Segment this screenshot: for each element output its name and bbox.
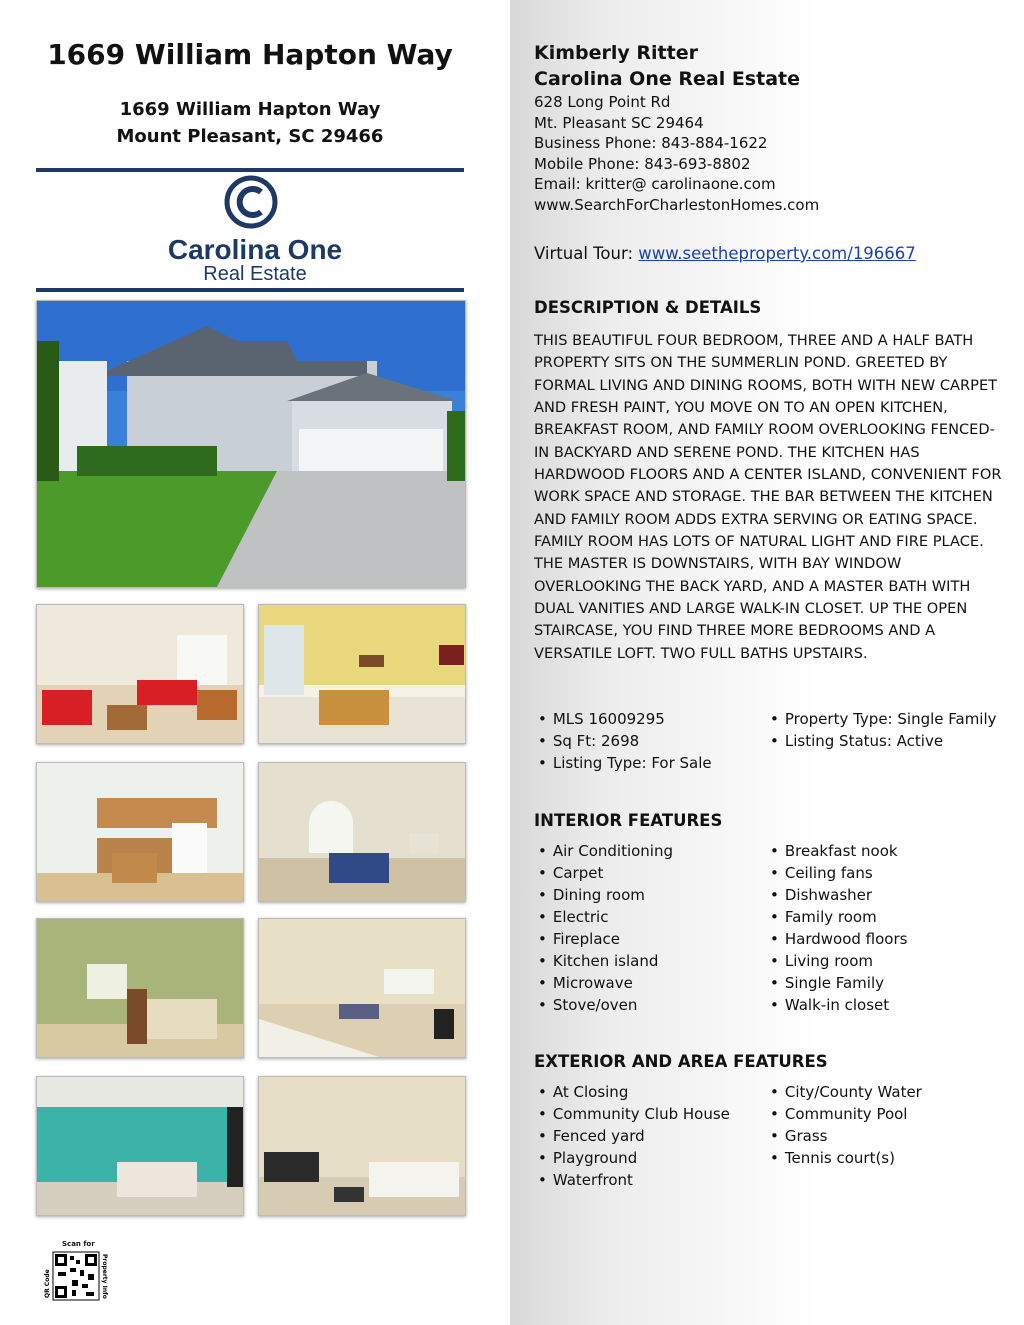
- qr-caption-top: Scan for: [62, 1240, 95, 1248]
- feature-item: • Stove/oven: [538, 994, 673, 1016]
- details-list-2: [770, 708, 997, 752]
- interior-heading: INTERIOR FEATURES: [534, 811, 723, 830]
- exterior-heading: EXTERIOR AND AREA FEATURES: [534, 1052, 828, 1071]
- feature-item: • Carpet: [538, 862, 673, 884]
- divider-top: [36, 168, 464, 172]
- agent-name: Kimberly Ritter: [534, 42, 698, 64]
- description-heading: DESCRIPTION & DETAILS: [534, 298, 762, 317]
- loft-photo: [258, 918, 466, 1058]
- bedroom-photo: [36, 1076, 244, 1216]
- feature-item: • Ceiling fans: [770, 862, 907, 884]
- left-column: [0, 0, 510, 1325]
- agent-info: [534, 40, 819, 216]
- feature-item: • City/County Water: [770, 1081, 922, 1103]
- exterior-list-2: [770, 1081, 922, 1169]
- feature-item: • Sq Ft: 2698: [538, 730, 712, 752]
- feature-item: • Breakfast nook: [770, 840, 907, 862]
- feature-item: • Kitchen island: [538, 950, 673, 972]
- feature-item: • Playground: [538, 1147, 730, 1169]
- feature-item: • Community Pool: [770, 1103, 922, 1125]
- feature-item: • Dishwasher: [770, 884, 907, 906]
- agent-mobile-phone: Mobile Phone: 843-693-8802: [534, 154, 751, 173]
- divider-bottom: [36, 288, 464, 292]
- qr-caption-left: QR Code: [44, 1269, 51, 1298]
- bonus-room-photo: [258, 1076, 466, 1216]
- description-text: THIS BEAUTIFUL FOUR BEDROOM, THREE AND A HALF BATH PROPERTY SITS ON THE SUMMERLIN POND. GREETED BY FORMAL LIVING AND DINING ROOMS, BOTH WITH NEW CARPET AND FRESH PAINT, YOU MOVE ON TO AN OPEN KITCHEN, BREAKFAST ROOM, AND FAMILY ROOM OVERLOOKING FENCED-IN BACKYARD AND SERENE POND. THE KITCHEN HAS HARDWOOD FLOORS AND A CENTER ISLAND, CONVENIENT FOR WORK SPACE AND STORAGE. THE BAR BETWEEN THE KITCHEN AND FAMILY ROOM ADDS EXTRA SERVING OR EATING SPACE. FAMILY ROOM HAS LOTS OF NATURAL LIGHT AND FIRE PLACE. THE MASTER IS DOWNSTAIRS, WITH BAY WINDOW OVERLOOKING THE BACK YARD, AND A MASTER BATH WITH DUAL VANITIES AND LARGE WALK-IN CLOSET. UP THE OPEN STAIRCASE, YOU FIND THREE MORE BEDROOMS AND A VERSATILE LOFT. TWO FULL BATHS UPSTAIRS.: [534, 332, 1002, 662]
- qr-caption-right: Property Info: [101, 1254, 108, 1299]
- feature-item: • At Closing: [538, 1081, 730, 1103]
- interior-list-1: [538, 840, 673, 1016]
- feature-item: • Community Club House: [538, 1103, 730, 1125]
- feature-item: • Air Conditioning: [538, 840, 673, 862]
- living-room-photo: [36, 604, 244, 744]
- logo-line1: Carolina One: [167, 234, 343, 265]
- agent-street: 628 Long Point Rd: [534, 93, 671, 111]
- feature-item: • MLS 16009295: [538, 708, 712, 730]
- feature-item: • Property Type: Single Family: [770, 708, 997, 730]
- feature-item: • Electric: [538, 906, 673, 928]
- agent-business-phone: Business Phone: 843-884-1622: [534, 134, 768, 153]
- virtual-tour-label: Virtual Tour:: [534, 244, 639, 263]
- feature-item: • Microwave: [538, 972, 673, 994]
- virtual-tour: [534, 244, 916, 263]
- feature-item: • Listing Status: Active: [770, 730, 997, 752]
- feature-item: • Tennis court(s): [770, 1147, 922, 1169]
- feature-item: • Grass: [770, 1125, 922, 1147]
- feature-item: • Listing Type: For Sale: [538, 752, 712, 774]
- interior-list-2: [770, 840, 907, 1016]
- master-bedroom-photo: [36, 918, 244, 1058]
- feature-item: • Single Family: [770, 972, 907, 994]
- agent-website: www.SearchForCharlestonHomes.com: [534, 195, 820, 214]
- details-list-1: [538, 708, 712, 774]
- kitchen-photo: [36, 762, 244, 902]
- feature-item: • Living room: [770, 950, 907, 972]
- agent-email: Email: kritter@ carolinaone.com: [534, 175, 776, 194]
- feature-item: • Fireplace: [538, 928, 673, 950]
- exterior-list-1: [538, 1081, 730, 1191]
- property-title: 1669 William Hapton Way: [47, 38, 453, 71]
- agent-company: Carolina One Real Estate: [534, 68, 800, 90]
- agent-city: Mt. Pleasant SC 29464: [534, 113, 704, 132]
- feature-item: • Hardwood floors: [770, 928, 907, 950]
- dining-room-photo: [258, 604, 466, 744]
- feature-item: • Walk-in closet: [770, 994, 907, 1016]
- virtual-tour-link[interactable]: www.seetheproperty.com/196667: [638, 244, 916, 263]
- address-line2: Mount Pleasant, SC 29466: [116, 126, 384, 147]
- feature-item: • Family room: [770, 906, 907, 928]
- property-address: [36, 96, 464, 150]
- feature-item: • Dining room: [538, 884, 673, 906]
- feature-item: • Waterfront: [538, 1169, 730, 1191]
- logo-line2: Real Estate: [203, 263, 307, 285]
- main-house-photo: [36, 300, 466, 588]
- family-room-photo: [258, 762, 466, 902]
- address-line1: 1669 William Hapton Way: [119, 99, 381, 120]
- feature-item: • Fenced yard: [538, 1125, 730, 1147]
- qr-code: [40, 1250, 112, 1302]
- carolina-one-logo: [160, 174, 350, 286]
